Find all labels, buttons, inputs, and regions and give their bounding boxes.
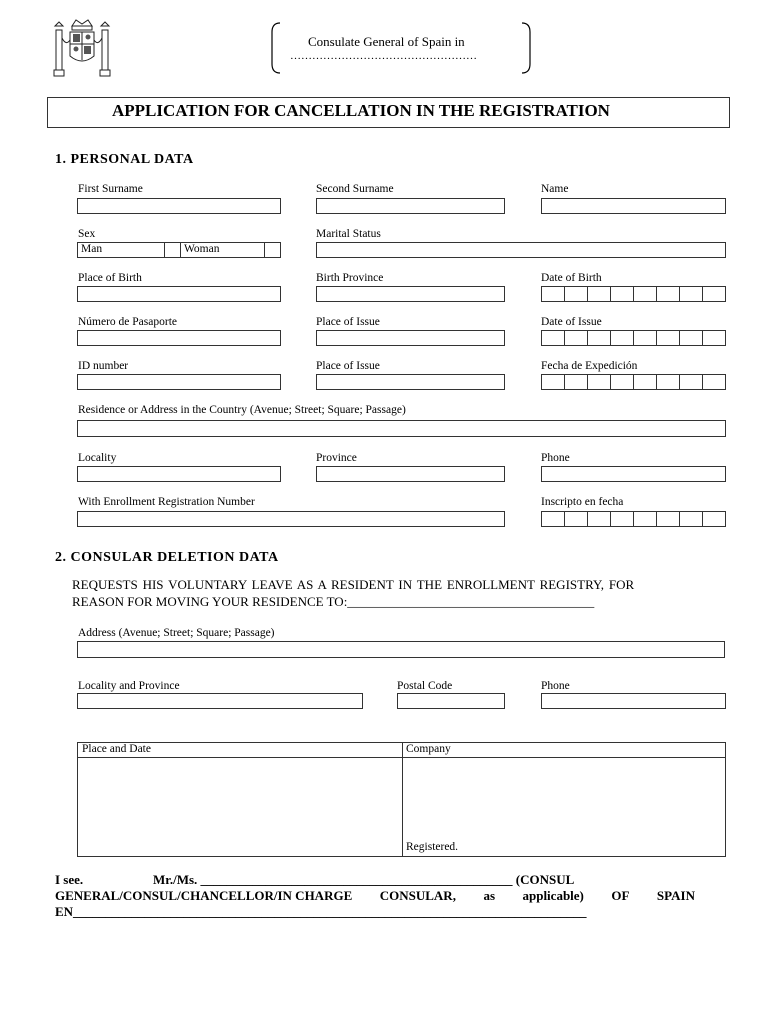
first-surname-field[interactable] — [77, 198, 281, 214]
marital-status-field[interactable] — [316, 242, 726, 258]
residence-address-label: Residence or Address in the Country (Avenue; Street; Square; Passage) — [78, 404, 406, 416]
sex-woman-checkbox[interactable] — [264, 243, 280, 257]
company-field[interactable] — [404, 758, 724, 840]
visa-applicable-text: applicable) — [522, 888, 584, 903]
first-surname-label: First Surname — [78, 183, 143, 195]
id-issue-date-field[interactable] — [541, 374, 726, 390]
table-column-divider — [402, 743, 403, 856]
company-label: Company — [406, 743, 451, 755]
visa-of-text: OF — [611, 888, 630, 903]
locality-province-label: Locality and Province — [78, 680, 180, 692]
sex-man-label: Man — [81, 243, 103, 255]
locality-province-field[interactable] — [77, 693, 363, 709]
visa-i-see: I see. — [55, 872, 84, 887]
date-of-birth-label: Date of Birth — [541, 272, 602, 284]
visa-mr-ms-line[interactable]: Mr./Ms. ________________________________________________ (CONSUL — [153, 872, 575, 887]
enrolled-date-label: Inscripto en fecha — [541, 496, 624, 508]
place-and-date-field[interactable] — [79, 758, 401, 855]
id-number-label: ID number — [78, 360, 129, 372]
passport-number-field[interactable] — [77, 330, 281, 346]
birth-province-field[interactable] — [316, 286, 505, 302]
enrollment-number-label: With Enrollment Registration Number — [78, 496, 255, 508]
passport-date-of-issue-field[interactable] — [541, 330, 726, 346]
signature-table — [77, 742, 726, 857]
passport-number-label: Número de Pasaporte — [78, 316, 177, 328]
registered-label: Registered. — [406, 841, 459, 853]
marital-status-label: Marital Status — [316, 228, 381, 240]
new-address-label: Address (Avenue; Street; Square; Passage) — [78, 627, 275, 639]
sex-options — [77, 242, 281, 258]
postal-code-label: Postal Code — [397, 680, 453, 692]
id-place-of-issue-label: Place of Issue — [316, 360, 380, 372]
second-surname-field[interactable] — [316, 198, 505, 214]
passport-place-of-issue-label: Place of Issue — [316, 316, 380, 328]
new-address-field[interactable] — [77, 641, 725, 658]
birth-province-label: Birth Province — [316, 272, 384, 284]
visa-spain-text: SPAIN — [656, 888, 695, 903]
date-of-birth-field[interactable] — [541, 286, 726, 302]
id-issue-date-label: Fecha de Expedición — [541, 360, 638, 372]
consulate-label: Consulate General of Spain in — [308, 34, 465, 49]
page-title: APPLICATION FOR CANCELLATION IN THE REGISTRATION — [112, 101, 610, 120]
section-personal-data-heading: 1. PERSONAL DATA — [55, 152, 194, 167]
visa-en-line[interactable]: EN_______________________________________________________________________________ — [55, 904, 587, 919]
residence-address-field[interactable] — [77, 420, 726, 437]
id-number-field[interactable] — [77, 374, 281, 390]
place-of-birth-label: Place of Birth — [78, 272, 142, 284]
new-phone-label: Phone — [541, 680, 570, 692]
locality-label: Locality — [78, 452, 117, 464]
visa-as-text: as — [483, 888, 495, 903]
id-place-of-issue-field[interactable] — [316, 374, 505, 390]
coat-of-arms-icon — [50, 16, 114, 80]
locality-field[interactable] — [77, 466, 281, 482]
place-and-date-label: Place and Date — [82, 743, 151, 755]
sex-woman-cell[interactable] — [180, 243, 265, 257]
phone-field[interactable] — [541, 466, 726, 482]
name-label: Name — [541, 183, 569, 195]
sex-woman-label: Woman — [184, 243, 220, 255]
visa-role-text: GENERAL/CONSUL/CHANCELLOR/IN CHARGE — [55, 888, 353, 903]
phone-label: Phone — [541, 452, 570, 464]
section-consular-deletion-heading: 2. CONSULAR DELETION DATA — [55, 550, 279, 565]
name-field[interactable] — [541, 198, 726, 214]
place-of-birth-field[interactable] — [77, 286, 281, 302]
visa-consular-text: CONSULAR, — [379, 888, 456, 903]
province-field[interactable] — [316, 466, 505, 482]
passport-date-of-issue-label: Date of Issue — [541, 316, 602, 328]
request-text-line1: REQUESTS HIS VOLUNTARY LEAVE AS A RESIDENT IN THE ENROLLMENT REGISTRY, FOR — [72, 577, 635, 592]
sex-man-checkbox[interactable] — [164, 243, 181, 257]
enrollment-number-field[interactable] — [77, 511, 505, 527]
second-surname-label: Second Surname — [316, 183, 394, 195]
passport-place-of-issue-field[interactable] — [316, 330, 505, 346]
province-label: Province — [316, 452, 357, 464]
consulate-blank-line[interactable]: …………………………………………… — [290, 50, 477, 62]
request-text-line2: REASON FOR MOVING YOUR RESIDENCE TO:______________________________________ — [72, 594, 595, 609]
sex-label: Sex — [78, 228, 96, 240]
new-phone-field[interactable] — [541, 693, 726, 709]
consulate-box — [270, 22, 532, 74]
postal-code-field[interactable] — [397, 693, 505, 709]
consul-visa-block — [55, 872, 695, 920]
enrolled-date-field[interactable] — [541, 511, 726, 527]
title-box — [47, 97, 730, 128]
